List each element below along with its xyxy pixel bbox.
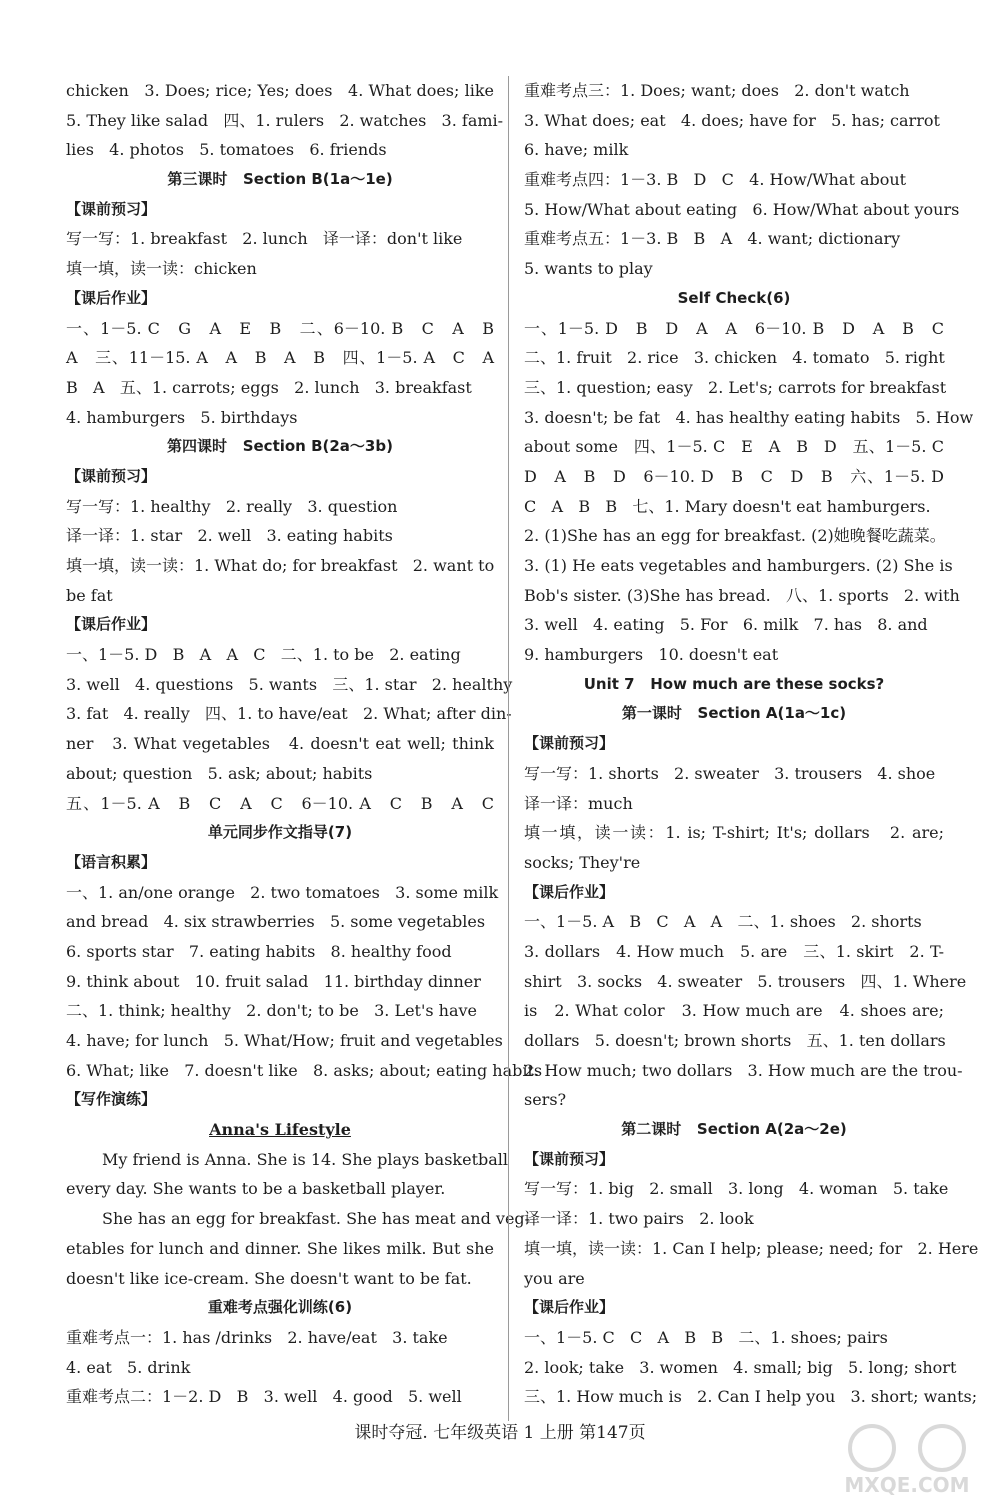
subsection-label: 【课后作业】 <box>524 1298 615 1317</box>
answer-line: 6. What; like 7. doesn't like 8. asks; about; eating habits <box>66 1060 543 1080</box>
subsection-label: 【课后作业】 <box>66 615 157 634</box>
answer-line: shirt 3. socks 4. sweater 5. trousers 四、1. Where <box>524 971 967 991</box>
section-heading: 第一课时 Section A(1a～1c) <box>621 704 847 723</box>
answer-line: 2. look; take 3. women 4. small; big 5. long; short <box>524 1357 957 1377</box>
answer-line: 译一译：1. star 2. well 3. eating habits <box>66 526 393 546</box>
answer-line: etables for lunch and dinner. She likes milk. But she <box>66 1238 494 1258</box>
answer-line: and bread 4. six strawberries 5. some vegetables <box>66 912 486 932</box>
answer-line: Bob's sister. (3)She has bread. 八、1. sports 2. with <box>524 585 960 605</box>
answer-line: 3. doesn't; be fat 4. has healthy eating habits 5. How <box>524 407 974 427</box>
answer-line: sers? <box>524 1090 567 1110</box>
section-heading: 第二课时 Section A(2a～2e) <box>621 1120 847 1139</box>
answer-line: 填一填，读一读：chicken <box>66 259 257 279</box>
answer-line: 3. well 4. questions 5. wants 三、1. star 2. healthy <box>66 674 513 694</box>
section-heading: Anna's Lifestyle <box>209 1120 351 1140</box>
answer-line: 2. (1)She has an egg for breakfast. (2)她晚餐吃蔬菜。 <box>524 526 946 546</box>
answer-line: 译一译：1. two pairs 2. look <box>524 1209 754 1229</box>
left-column <box>66 76 543 1412</box>
answer-line: 9. think about 10. fruit salad 11. birthday dinner <box>66 971 481 991</box>
answer-line: 重难考点三：1. Does; want; does 2. don't watch <box>524 81 910 100</box>
answer-line: dollars 5. doesn't; brown shorts 五、1. ten dollars <box>524 1031 946 1050</box>
answer-line: 二、1. fruit 2. rice 3. chicken 4. tomato 5. right <box>524 348 945 368</box>
answer-line: every day. She wants to be a basketball player. <box>66 1179 446 1199</box>
section-heading: Self Check(6) <box>677 288 791 307</box>
answer-line: B A 五、1. carrots; eggs 2. lunch 3. breakfast <box>66 377 472 397</box>
subsection-label: 【语言积累】 <box>66 852 157 871</box>
subsection-label: 【课前预习】 <box>524 734 615 753</box>
answer-line: is 2. What color 3. How much are 4. shoes are; <box>524 1001 944 1021</box>
answer-line: you are <box>524 1268 585 1288</box>
answer-line: 5. They like salad 四、1. rulers 2. watches 3. fami- <box>66 110 504 130</box>
answer-line: 填一填，读一读：1. is; T-shirt; It's; dollars 2. are; <box>524 823 944 843</box>
section-heading: 单元同步作文指导(7) <box>207 823 353 842</box>
answer-line: 重难考点二：1－2. D B 3. well 4. good 5. well <box>66 1387 462 1407</box>
answer-line: 6. sports star 7. eating habits 8. healthy food <box>66 941 452 961</box>
section-heading: Unit 7 How much are these socks? <box>583 674 885 693</box>
answer-line: 5. How/What about eating 6. How/What about yours <box>524 199 960 219</box>
answer-line: be fat <box>66 585 113 605</box>
answer-line: 重难考点四：1－3. B D C 4. How/What about <box>524 170 907 190</box>
answer-line: 4. hamburgers 5. birthdays <box>66 407 298 427</box>
answer-line: chicken 3. Does; rice; Yes; does 4. What does; like <box>66 81 494 100</box>
answer-line: lies 4. photos 5. tomatoes 6. friends <box>66 140 387 160</box>
watermark-logo <box>832 1418 982 1498</box>
answer-line: 6. have; milk <box>524 140 629 160</box>
answer-line: D A B D 6－10. D B C D B 六、1－5. D <box>524 466 944 486</box>
answer-line: 写一写：1. big 2. small 3. long 4. woman 5. take <box>524 1179 949 1199</box>
answer-line: 3. (1) He eats vegetables and hamburgers. (2) She is <box>524 556 953 575</box>
column-divider <box>508 76 509 1421</box>
subsection-label: 【课后作业】 <box>66 288 157 307</box>
section-heading: 第四课时 Section B(2a～3b) <box>167 437 393 456</box>
answer-line: 3. What does; eat 4. does; have for 5. has; carrot <box>524 110 940 130</box>
answer-line: My friend is Anna. She is 14. She plays basketball <box>102 1149 509 1169</box>
answer-line: 三、1. question; easy 2. Let's; carrots for breakfast <box>524 377 947 397</box>
answer-line: 3. dollars 4. How much 5. are 三、1. skirt 2. T- <box>524 941 944 961</box>
answer-line: about some 四、1－5. C E A B D 五、1－5. C <box>524 437 944 457</box>
answer-line: 重难考点一：1. has /drinks 2. have/eat 3. take <box>66 1327 448 1347</box>
answer-line: 写一写：1. shorts 2. sweater 3. trousers 4. shoe <box>524 763 936 783</box>
answer-line: 4. eat 5. drink <box>66 1357 191 1377</box>
answer-line: about; question 5. ask; about; habits <box>66 763 373 783</box>
section-heading: 第三课时 Section B(1a～1e) <box>167 170 393 189</box>
section-heading: 重难考点强化训练(6) <box>207 1298 353 1317</box>
right-column <box>524 76 979 1412</box>
answer-line: 重难考点五：1－3. B B A 4. want; dictionary <box>524 229 901 249</box>
answer-line: 5. wants to play <box>524 259 653 279</box>
answer-line: 五、1－5. A B C A C 6－10. A C B A C <box>66 793 494 813</box>
answer-line: 3. well 4. eating 5. For 6. milk 7. has 8. and <box>524 615 928 635</box>
answer-line: 一、1. an/one orange 2. two tomatoes 3. some milk <box>66 882 499 902</box>
subsection-label: 【课后作业】 <box>524 882 615 901</box>
answer-line: 填一填，读一读：1. What do; for breakfast 2. want to <box>66 556 495 575</box>
page-footer: 课时夺冠. 七年级英语 1 上册 第147页 <box>354 1423 646 1443</box>
subsection-label: 【写作演练】 <box>66 1090 157 1109</box>
subsection-label: 【课前预习】 <box>524 1149 615 1168</box>
answer-line: 3. fat 4. really 四、1. to have/eat 2. What; after din- <box>66 704 512 724</box>
answer-line: 9. hamburgers 10. doesn't eat <box>524 645 779 665</box>
answer-line: 一、1－5. D B A A C 二、1. to be 2. eating <box>66 645 461 665</box>
watermark-text: MXQE.COM <box>844 1473 970 1497</box>
answer-line: C A B B 七、1. Mary doesn't eat hamburgers. <box>524 496 931 516</box>
answer-line: A 三、11－15. A A B A B 四、1－5. A C A <box>66 348 494 368</box>
answer-line: doesn't like ice-cream. She doesn't want to be fat. <box>66 1268 472 1288</box>
answer-line: She has an egg for breakfast. She has meat and veg- <box>102 1209 531 1229</box>
subsection-label: 【课前预习】 <box>66 466 157 485</box>
answer-line: socks; They're <box>524 852 641 872</box>
answer-line: 一、1－5. C C A B B 二、1. shoes; pairs <box>524 1327 888 1347</box>
answer-line: 写一写：1. breakfast 2. lunch 译一译：don't like <box>66 229 463 249</box>
subsection-label: 【课前预习】 <box>66 199 157 218</box>
answer-line: 2. How much; two dollars 3. How much are the trou- <box>524 1060 963 1080</box>
answer-line: 一、1－5. A B C A A 二、1. shoes 2. shorts <box>524 912 922 932</box>
answer-line: 写一写：1. healthy 2. really 3. question <box>66 496 398 516</box>
answer-line: ner 3. What vegetables 4. doesn't eat well; think <box>66 734 494 754</box>
answer-line: 三、1. How much is 2. Can I help you 3. short; wants; <box>524 1387 978 1407</box>
answer-line: 译一译：much <box>524 793 633 813</box>
answer-line: 4. have; for lunch 5. What/How; fruit and vegetables <box>66 1031 503 1050</box>
answer-line: 二、1. think; healthy 2. don't; to be 3. Let's have <box>66 1001 478 1021</box>
answer-line: 一、1－5. C G A E B 二、6－10. B C A B <box>66 318 494 338</box>
answer-line: 填一填，读一读：1. Can I help; please; need; for 2. Here <box>524 1238 979 1258</box>
answer-line: 一、1－5. D B D A A 6－10. B D A B C <box>524 318 944 338</box>
